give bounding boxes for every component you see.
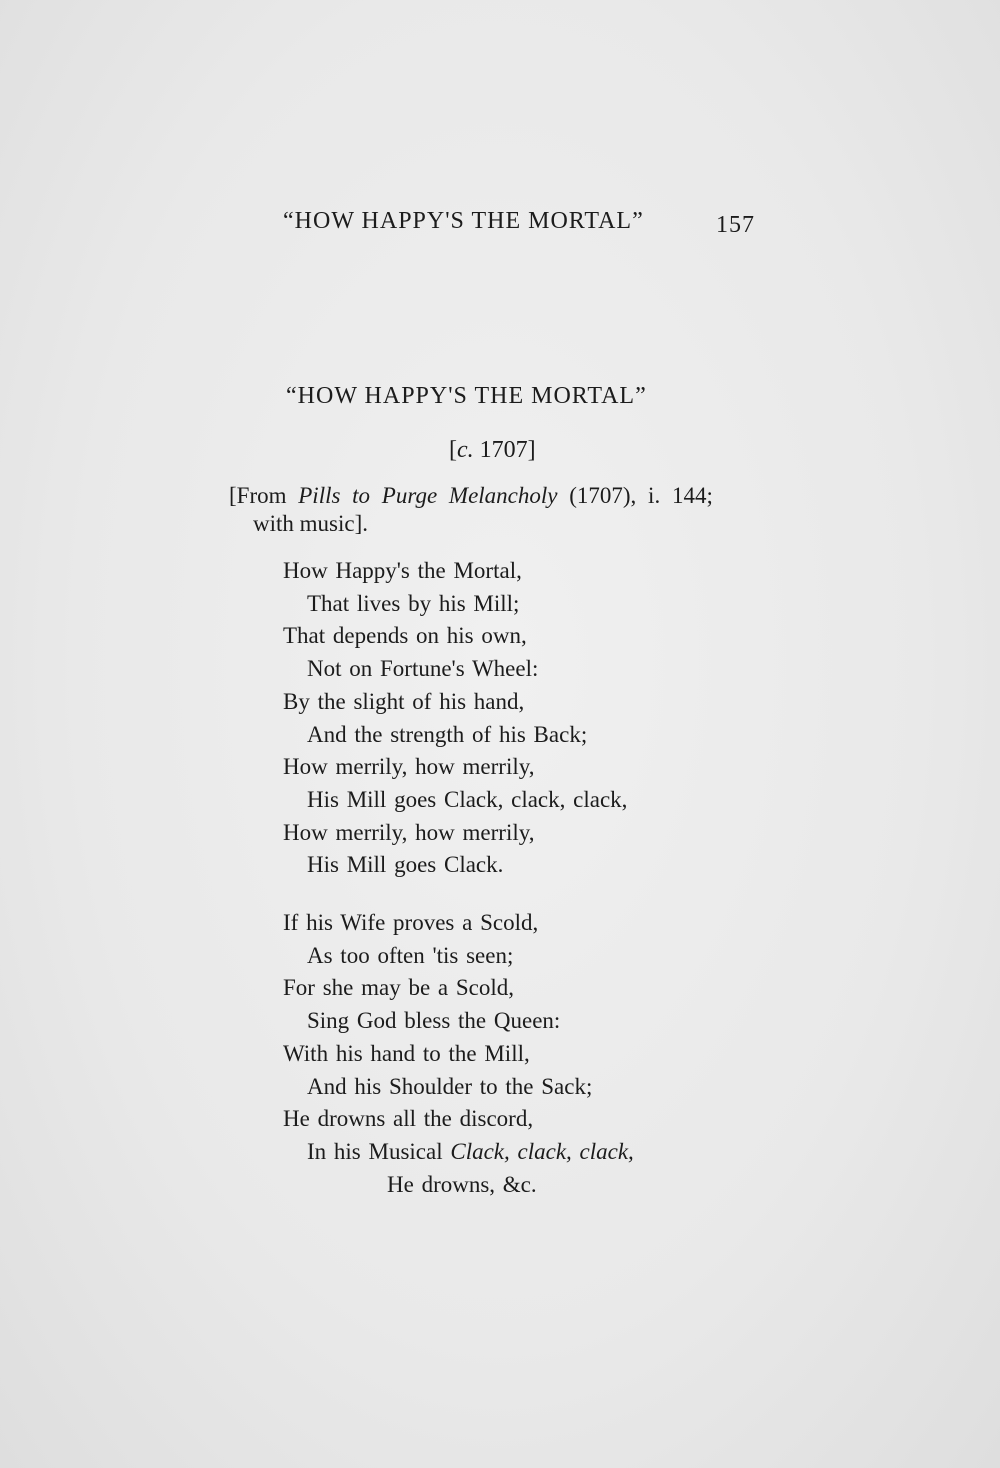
stanza-1: [283, 555, 627, 882]
poem-title: “HOW HAPPY'S THE MORTAL”: [286, 383, 647, 409]
verse-line: As too often 'tis seen;: [307, 942, 514, 968]
source-note-line-2: with music].: [253, 511, 368, 536]
source-prefix: [From: [229, 483, 299, 508]
verse-line: For she may be a Scold,: [283, 975, 515, 1001]
poem-date: [449, 437, 536, 464]
running-head-title: “HOW HAPPY'S THE MORTAL”: [283, 208, 644, 234]
verse-line: That lives by his Mill;: [307, 590, 520, 616]
verse-line: If his Wife proves a Scold,: [283, 910, 539, 935]
source-note-line-1: [229, 482, 769, 510]
verse-line: And his Shoulder to the Sack;: [307, 1073, 593, 1099]
verse-line: With his hand to the Mill,: [283, 1040, 530, 1066]
verse-line: How merrily, how merrily,: [283, 819, 535, 845]
source-work-title: Pills to Purge Melancholy: [298, 483, 558, 508]
verse-line: His Mill goes Clack, clack, clack,: [307, 786, 628, 812]
verse-text: In his Musical: [307, 1138, 451, 1164]
verse-line: That depends on his own,: [283, 623, 527, 649]
verse-line: His Mill goes Clack.: [307, 852, 504, 878]
verse-line: Sing God bless the Queen:: [307, 1008, 561, 1034]
date-year: 1707]: [473, 437, 536, 463]
stanza-2: [283, 907, 634, 1201]
source-suffix: (1707), i. 144;: [557, 483, 713, 508]
date-bracket: [: [449, 437, 457, 463]
verse-line: Not on Fortune's Wheel:: [307, 656, 539, 682]
verse-line: By the slight of his hand,: [283, 688, 525, 714]
verse-line: He drowns, &c.: [387, 1171, 537, 1197]
verse-line: How merrily, how merrily,: [283, 754, 535, 780]
verse-line: How Happy's the Mortal,: [283, 558, 522, 583]
verse-line: [283, 1136, 634, 1169]
verse-line: And the strength of his Back;: [307, 721, 588, 747]
date-circa: c.: [457, 437, 474, 463]
verse-line: He drowns all the discord,: [283, 1106, 534, 1132]
verse-italic-text: Clack, clack, clack,: [450, 1138, 634, 1164]
page-number: 157: [716, 212, 755, 238]
source-note: [229, 482, 769, 538]
